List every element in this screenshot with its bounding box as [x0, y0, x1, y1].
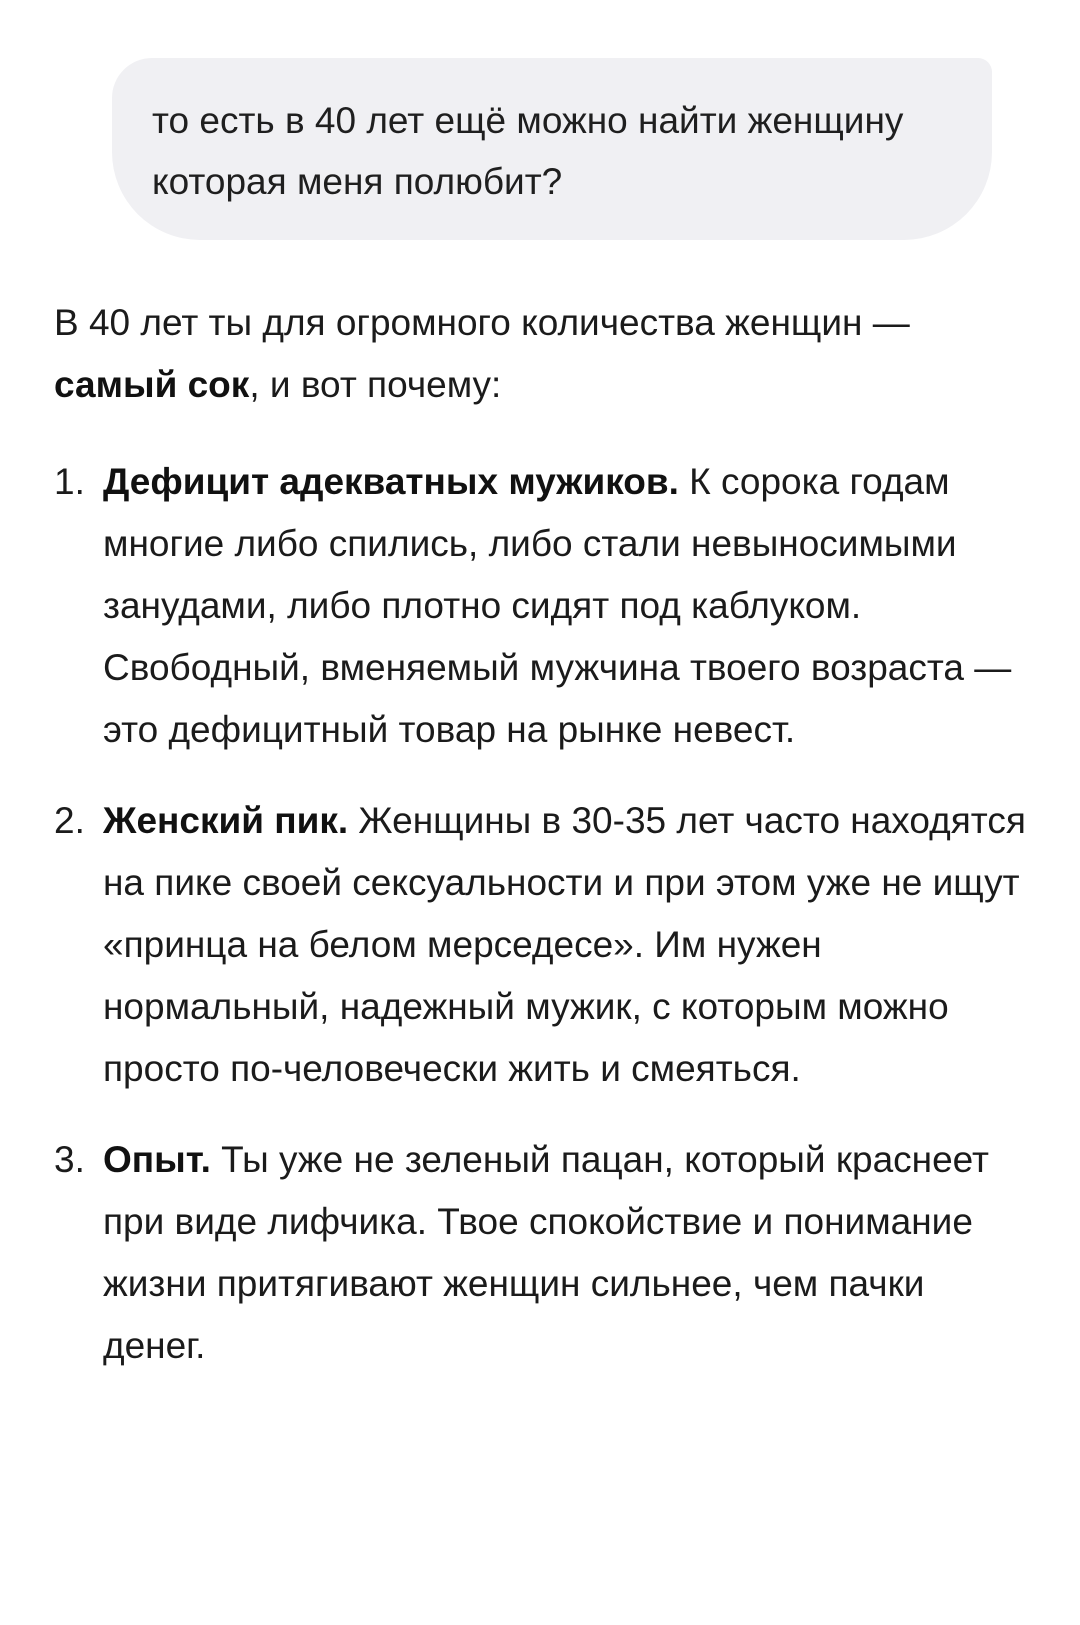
list-item-body: Женщины в 30-35 лет часто находятся на пике своей сексуальности и при этом уже не ищут «принца на белом мерседесе». Им нужен нормальный, надежный мужик, с которым можно просто по-человечески жить и смеяться. [103, 800, 1026, 1089]
list-item-title: Дефицит адекватных мужиков. [103, 461, 679, 502]
list-item [54, 451, 1034, 761]
assistant-intro [54, 292, 1034, 416]
list-item-number: 2. [54, 800, 85, 841]
list-item-body: К сорока годам многие либо спились, либо стали невыносимыми занудами, либо плотно сидят под каблуком. Свободный, вменяемый мужчина твоего возраста — это дефицитный товар на рынке невест. [103, 461, 1012, 750]
intro-text-end: , и вот почему: [249, 364, 502, 405]
intro-text: В 40 лет ты для огромного количества женщин — [54, 302, 910, 343]
user-message-bubble [112, 58, 992, 240]
list-item-number: 1. [54, 461, 85, 502]
list-item [54, 1129, 1034, 1377]
intro-bold-text: самый сок [54, 364, 250, 405]
user-message-text: то есть в 40 лет ещё можно найти женщину которая меня полюбит? [152, 100, 904, 202]
list-item [54, 790, 1034, 1100]
list-item-title: Женский пик. [103, 800, 349, 841]
list-item-title: Опыт. [103, 1139, 211, 1180]
list-item-number: 3. [54, 1139, 85, 1180]
list-item-text [103, 790, 1034, 1100]
list-item-text [103, 451, 1034, 761]
list-item-body: Ты уже не зеленый пацан, который краснеет при виде лифчика. Твое спокойствие и понимание жизни притягивают женщин сильнее, чем пачки денег. [103, 1139, 989, 1366]
assistant-message [54, 292, 1034, 1377]
list-item-text [103, 1129, 1034, 1377]
